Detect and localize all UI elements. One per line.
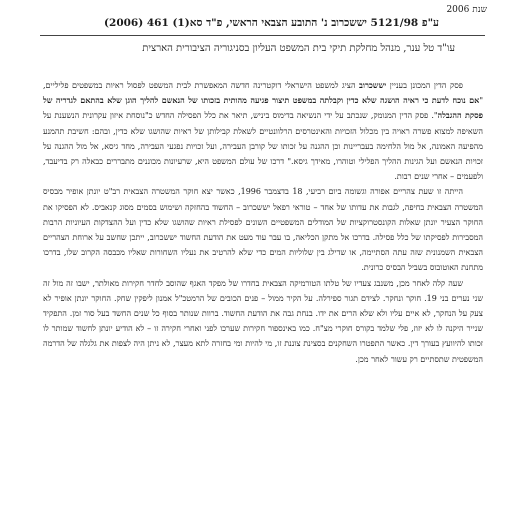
case-citation: ע"פ 5121/98 יששכרוב נ' התובע הצבאי הראשי, פ"ד סא(1) 461 (2006) xyxy=(104,17,439,29)
paragraph-1 xyxy=(43,78,483,184)
year-label: שנת 2006 xyxy=(446,5,487,15)
article-body xyxy=(43,78,483,367)
header-divider xyxy=(40,35,485,36)
paragraph-1-text-b: הציג למשפט הישראלי דוקטרינה חדשה המאפשרת לבית המשפט לפסול ראיות במשפטים פליליים, " xyxy=(43,81,483,106)
author-line: עו"ד טל ענר, מנהל מחלקת תיקי בית המשפט העליון בסניגוריה הציבורית הארצית xyxy=(142,43,455,54)
paragraph-1-bold-name: יששכרוב xyxy=(359,80,387,90)
paragraph-1-text-a: פסק הדין המכונן בעניין xyxy=(386,81,463,90)
paragraph-2: הייתה זו שעת צהריים אפורה וגשומה ביום רביעי, 18 בדצמבר 1996, כאשר יצא חוקר המשטרה הצבאית רב"ט יונתן אופיר מבסיס המשטרה הצבאית בחיפה, לגבות את עדותו של אחד – טוראי רפאל יששכרוב – החשוד בהחזקה ושימוש בסמים מסוג קנאביס. לא הפסיקו את החוקר הצעיר יונתן שאלות הקונסטרוקציות של המודלים המשפטיים השונים לפסילת ראיות שהושגו שלא כדין ועל ההצדקות העיוניות הרבות המסבירות לפסיקתו של כלל פסילה. בדרכו אל מתקן הכליאה, בו עבר עוד מעט את הודעת החשוד יששכרוב, ייתכן שחשב על ארוחת הצהריים הצבאית השמנונית שזה עתה הסתיימה, או שדילג בין שלוליות המים כדי שלא להרטיב את נעליו השחורות שאליו מכבסה הקרוב שלו, בדרכו מתחנת האוטובוס בשביל הבסיס כרונית. xyxy=(43,187,483,273)
paragraph-1-text-c: ". פסק הדין המנומק, שנכתב על ידי הנשיאה בדימוס ביניש, תיאר את כלל הפסילה החדש כ"נוסחת איזון עקרונית הנשענת על השאיפה למצוא פשרה ראויה בין מכלול הזכויות והאינטרסים הרלוונטיים לשאלת קבילותן של ראיות שהושגו שלא כדין, ובהם: חשיבת תהמנע מהפיעה האמונה, אל מול הלחימה בעבריינות וכן ההגנה על זכותו של קורבן העבירה, ועל זכויות נפגעי העבירה, מחד גיסא, אל מול ההגנה על זכויות הנאשם ועל הגינות ההליך הפלילי וטוהרו, מאידך גיסא." דרכו של עולם המשפט היא, שרעיונות מכוננים מתבררים כבאלה רק בדיעבד, ולפעמים – אחרי שנים רבות. xyxy=(43,111,483,182)
paragraph-1-bold-quote: אם נוכח לדעת כי ראיה הושגה שלא כדין וקבלתה במשפט תיצור פגיעה מהותית בזכותו של הנאשם להליך הוגן שלא בהתאם לגדריה של פסקת ההגבלה xyxy=(43,95,484,121)
paragraph-3: שעה קלה לאחר מכן, משנבג צעדיו של טלתו הטורמיקה הצבאית בחדרו של מפקד האגף שהוסב לחדר חקירות מאולתר, ישבו זה מול זה שני נערים בני 19. חוקר ונחקר. לצידם תגור ספירלה. על הקיר ממול – פנים הכובים של הרמטכ"ל אמנון ליפקין שחק. החוקר יונתן אופיר לא צעק על הנחקר, לא איים עליו ולא שלא הרים את ידו. בנחת גבה את הודעת החשוד. ברוות שנותר בסוף כל שנים החשד בעל סור זמן. התפקיד שנייר היקנה לו לא יזוז, פלי שלמד בקורס חוקרי מצ"ח. כמו באינספור חקירות שערכו לפני ואחרי חקירה זו – לא הודיע יונתן לחשוד שמותר לו זכותו להיוועץ בעורך דין. כאשר התפטרו השחקנים בסצינת צוננת זו, מי להיות ומי בחזרה לתא מעצר, לא ניתן היה לצפות את גלגלה של הדרמה המשפטית שתסתיים רק עשור לאחר מכן. xyxy=(43,278,483,364)
